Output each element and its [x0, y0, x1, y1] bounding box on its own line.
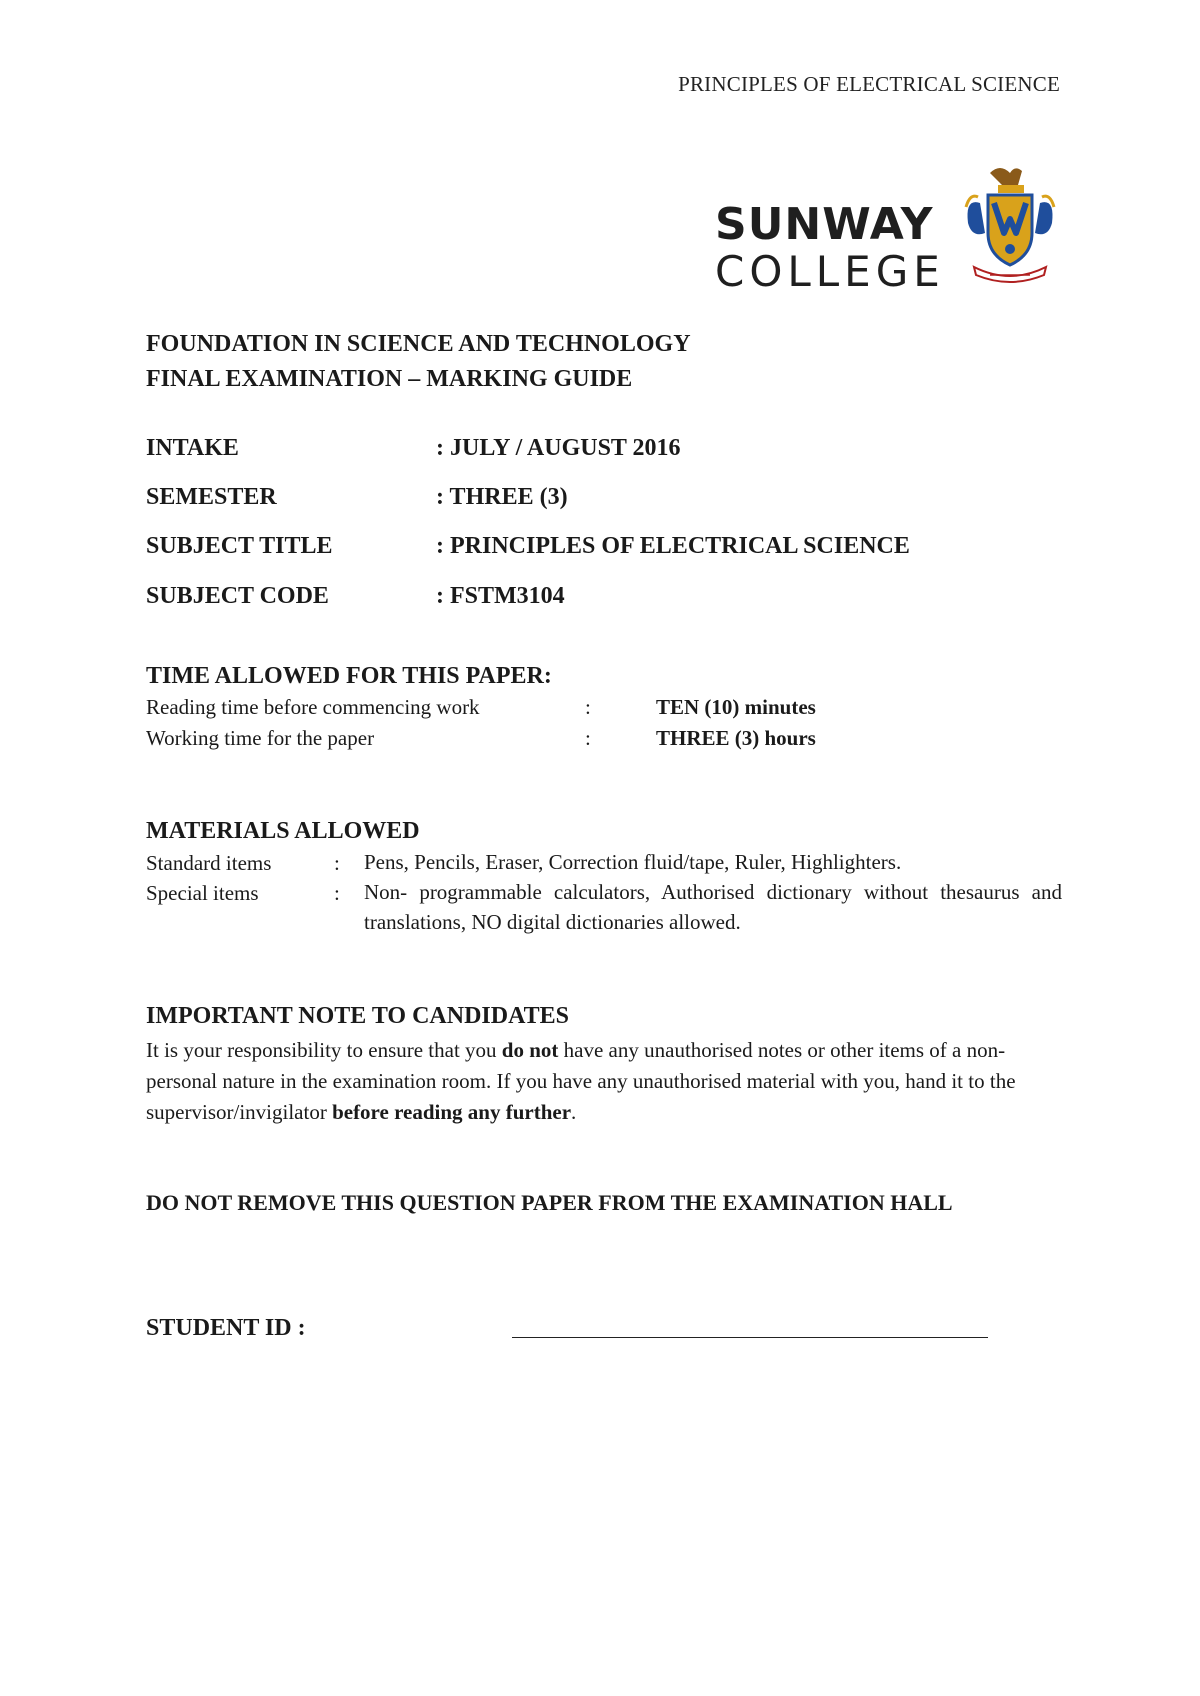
reading-time-label: Reading time before commencing work: [146, 695, 480, 719]
semester-label: SEMESTER: [146, 484, 277, 510]
standard-items-colon: :: [334, 851, 340, 875]
special-items-label: Special items: [146, 881, 259, 905]
reading-time-colon: :: [585, 695, 591, 719]
running-header: PRINCIPLES OF ELECTRICAL SCIENCE: [678, 72, 1060, 96]
college-logo: [715, 163, 1065, 296]
subject-title-label: SUBJECT TITLE: [146, 533, 333, 559]
special-items-value: Non- programmable calculators, Authorised dictionary without thesaurus and translations, NO digital dictionaries allowed.: [364, 880, 1062, 934]
subject-code-label: SUBJECT CODE: [146, 583, 329, 609]
subject-title-value: : PRINCIPLES OF ELECTRICAL SCIENCE: [436, 533, 910, 559]
important-note-heading: IMPORTANT NOTE TO CANDIDATES: [146, 1003, 570, 1029]
note-text-2: have any unauthorised notes or other items of a non-personal nature in the examination room. If you have any unauthorised material with you, hand it to the supervisor/invigilator: [146, 1038, 1016, 1124]
standard-items-value: Pens, Pencils, Eraser, Correction fluid/tape, Ruler, Highlighters.: [364, 850, 902, 874]
exam-programme-title: FOUNDATION IN SCIENCE AND TECHNOLOGY: [146, 331, 691, 357]
working-time-value: THREE (3) hours: [656, 726, 816, 750]
intake-label: INTAKE: [146, 435, 239, 461]
removal-warning: DO NOT REMOVE THIS QUESTION PAPER FROM THE EXAMINATION HALL: [146, 1190, 953, 1215]
working-time-label: Working time for the paper: [146, 726, 375, 750]
reading-time-value: TEN (10) minutes: [656, 695, 816, 719]
logo-wordmark: [715, 199, 965, 296]
subject-code-value: : FSTM3104: [436, 583, 565, 609]
logo-line-2: COLLEGE: [715, 247, 945, 296]
materials-heading: MATERIALS ALLOWED: [146, 818, 420, 844]
student-id-label: STUDENT ID :: [146, 1315, 306, 1341]
working-time-colon: :: [585, 726, 591, 750]
standard-items-label: Standard items: [146, 851, 272, 875]
semester-value: : THREE (3): [436, 484, 568, 510]
intake-value: : JULY / AUGUST 2016: [436, 435, 681, 461]
time-allowed-heading: TIME ALLOWED FOR THIS PAPER:: [146, 663, 552, 689]
exam-type-title: FINAL EXAMINATION – MARKING GUIDE: [146, 366, 633, 392]
note-text-1: It is your responsibility to ensure that you: [146, 1038, 502, 1062]
logo-line-1: SUNWAY: [715, 199, 934, 250]
note-text-3: .: [571, 1100, 577, 1124]
note-emphasis-2: before reading any further: [332, 1100, 572, 1124]
college-crest-icon: [960, 163, 1060, 288]
student-id-blank-line[interactable]: [512, 1337, 988, 1338]
important-note-text: [146, 1035, 1062, 1128]
note-emphasis-1: do not: [501, 1038, 559, 1062]
special-items-colon: :: [334, 881, 340, 905]
